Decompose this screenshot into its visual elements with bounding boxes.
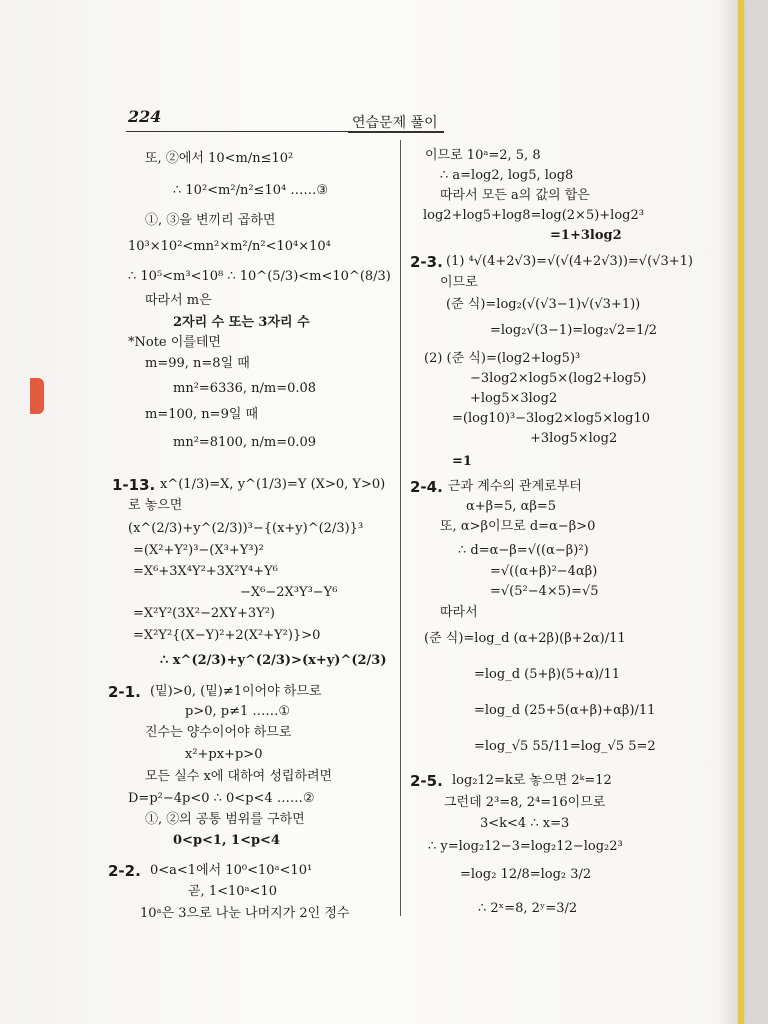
right-text-line: (1) ⁴√(4+2√3)=√(√(4+2√3))=√(√3+1) [446,254,693,269]
left-text-line: 10³×10²<mn²×m²/n²<10⁴×10⁴ [128,239,331,254]
page-gold-edge [738,0,744,1024]
right-text-line: =log₂ 12/8=log₂ 3/2 [460,867,592,882]
right-text-line: ∴ 2ˣ=8, 2ʸ=3/2 [478,901,578,916]
right-text-line: =√((α+β)²−4αβ) [490,564,598,579]
left-text-line: ①, ②의 공통 범위를 구하면 [145,812,305,827]
left-text-line: =(X²+Y²)³−(X³+Y³)² [133,543,264,558]
red-index-tab [30,378,44,414]
left-text-line: m=99, n=8일 때 [145,356,250,371]
left-text-line: x^(1/3)=X, y^(1/3)=Y (X>0, Y>0) [160,477,386,492]
left-text-line: D=p²−4p<0 ∴ 0<p<4 ……② [128,791,315,806]
right-text-line: log2+log5+log8=log(2×5)+log2³ [423,208,644,223]
right-text-line: ∴ y=log₂12−3=log₂12−log₂2³ [428,839,623,854]
left-text-line: *Note 이를테면 [128,335,221,350]
right-problem-number: 2-5. [410,772,443,790]
right-text-line: =log_√5 55/11=log_√5 5=2 [474,739,656,754]
left-problem-number: 2-2. [108,862,141,880]
right-text-line: =(log10)³−3log2×log5×log10 [452,411,651,426]
right-text-line: 이므로 10ᵃ=2, 5, 8 [425,148,541,163]
right-text-line: ∴ d=α−β=√((α−β)²) [458,543,589,558]
right-problem-number: 2-4. [410,478,443,496]
left-text-line: m=100, n=9일 때 [145,407,259,422]
right-text-line: 이므로 [440,275,478,290]
right-text-line: 그런데 2³=8, 2⁴=16이므로 [444,795,606,810]
right-text-line: α+β=5, αβ=5 [466,499,557,514]
left-text-line: 0<p<1, 1<p<4 [173,833,280,848]
left-text-line: 0<a<1에서 10⁰<10ᵃ<10¹ [150,863,313,878]
right-text-line: +3log5×log2 [530,431,618,446]
right-text-line: log₂12=k로 놓으면 2ᵏ=12 [452,773,612,788]
left-text-line: 또, ②에서 10<m/n≤10² [145,151,294,166]
left-text-line: −X⁶−2X³Y³−Y⁶ [240,585,338,600]
right-text-line: =√(5²−4×5)=√5 [490,584,599,599]
left-problem-number: 2-1. [108,683,141,701]
right-text-line: 따라서 모든 a의 값의 합은 [440,188,590,203]
left-text-line: =X²Y²(3X²−2XY+3Y²) [133,606,275,621]
left-text-line: ∴ x^(2/3)+y^(2/3)>(x+y)^(2/3) [160,653,387,668]
left-text-line: (밑)>0, (밑)≠1이어야 하므로 [150,684,322,699]
left-text-line: ∴ 10⁵<m³<10⁸ ∴ 10^(5/3)<m<10^(8/3) [128,269,391,284]
left-text-line: 따라서 m은 [145,293,212,308]
right-text-line: ∴ a=log2, log5, log8 [440,168,574,183]
left-text-line: 진수는 양수이어야 하므로 [145,725,292,740]
right-text-line: 또, α>β이므로 d=α−β>0 [440,519,596,534]
left-text-line: 모든 실수 x에 대하여 성립하려면 [145,769,333,784]
right-text-line: 3<k<4 ∴ x=3 [480,816,570,831]
page-number: 224 [128,107,162,126]
column-divider [400,140,401,916]
left-text-line: 10ᵃ은 3으로 나눈 나머지가 2인 정수 [140,906,350,921]
left-text-line: 곧, 1<10ᵃ<10 [188,884,277,899]
right-text-line: (준 식)=log_d (α+2β)(β+2α)/11 [424,631,626,646]
left-text-line: 2자리 수 또는 3자리 수 [173,315,310,330]
left-text-line: =X⁶+3X⁴Y²+3X²Y⁴+Y⁶ [133,564,278,579]
right-text-line: 근과 계수의 관계로부터 [448,479,582,494]
right-text-line: =1+3log2 [550,228,622,243]
left-text-line: x²+px+p>0 [185,747,263,762]
left-text-line: 로 놓으면 [128,498,183,513]
left-text-line: =X²Y²{(X−Y)²+2(X²+Y²)}>0 [133,628,321,643]
page-title: 연습문제 풀이 [352,115,438,131]
right-text-line: 따라서 [440,605,478,620]
left-text-line: mn²=8100, n/m=0.09 [173,435,317,450]
right-text-line: =log_d (25+5(α+β)+αβ)/11 [474,703,656,718]
right-text-line: =log₂√(3−1)=log₂√2=1/2 [490,323,658,338]
left-text-line: (x^(2/3)+y^(2/3))³−{(x+y)^(2/3)}³ [128,521,364,536]
page-edge-shadow [718,0,738,1024]
right-text-line: (준 식)=log₂(√(√3−1)√(√3+1)) [446,297,641,312]
header-title-underline [348,131,444,133]
right-text-line: (2) (준 식)=(log2+log5)³ [424,351,581,366]
left-problem-number: 1-13. [112,476,156,494]
left-text-line: ∴ 10²<m²/n²≤10⁴ ……③ [173,183,328,198]
right-text-line: −3log2×log5×(log2+log5) [470,371,647,386]
left-text-line: mn²=6336, n/m=0.0̇8̇ [173,381,317,396]
left-text-line: ①, ③을 변끼리 곱하면 [145,213,276,228]
left-text-line: p>0, p≠1 ……① [185,704,291,719]
right-problem-number: 2-3. [410,253,443,271]
right-text-line: +log5×3log2 [470,391,558,406]
right-text-line: =log_d (5+β)(5+α)/11 [474,667,620,682]
right-text-line: =1 [452,454,472,469]
